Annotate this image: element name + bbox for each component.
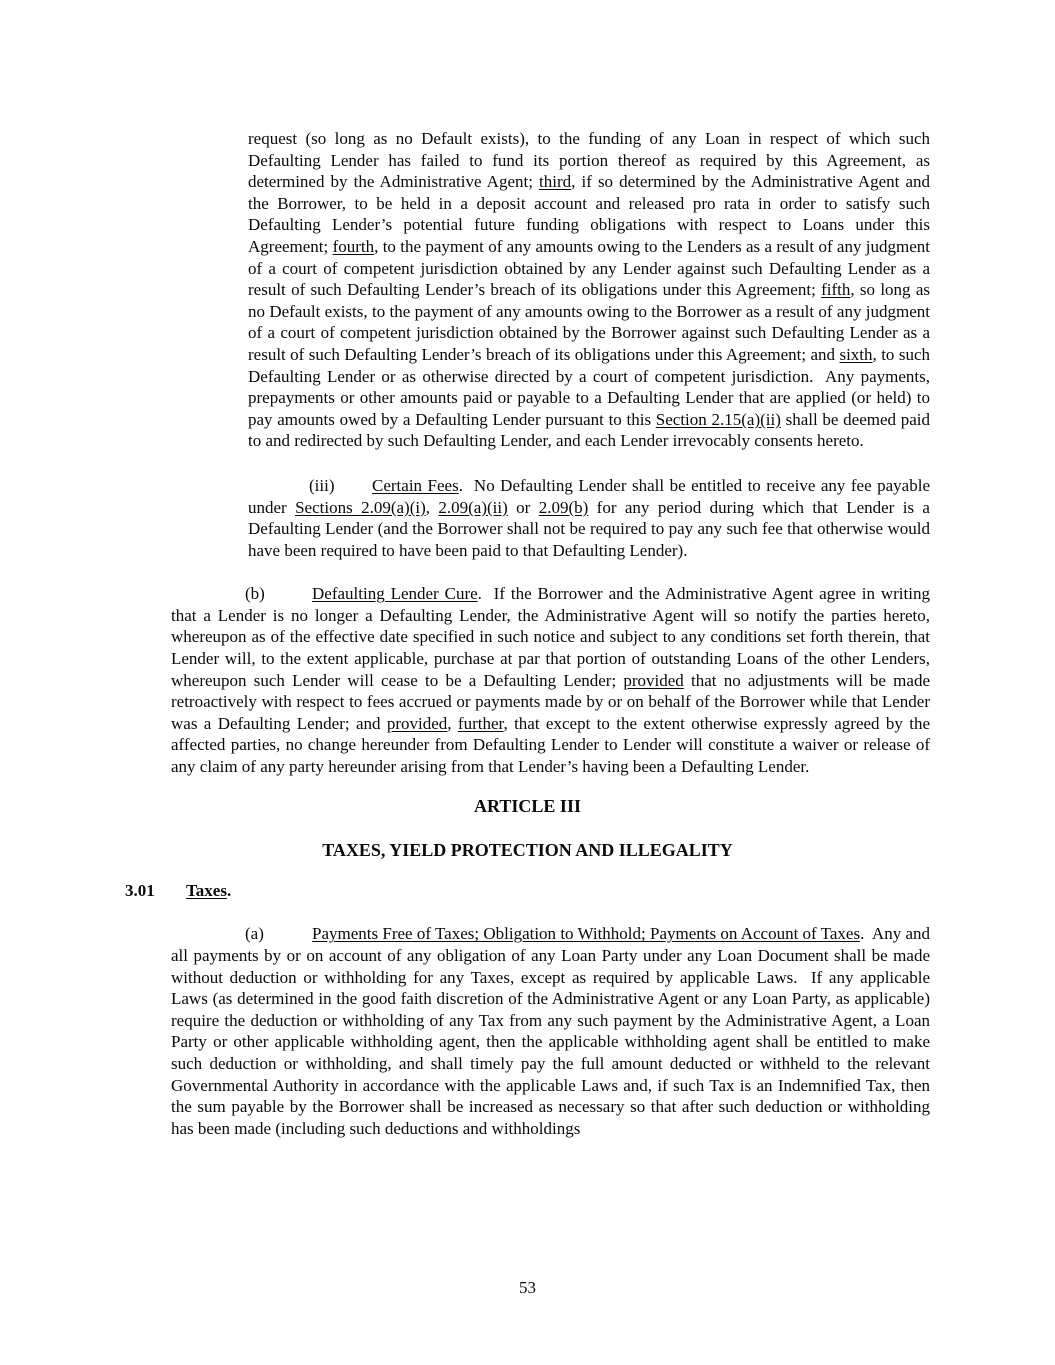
- document-body: [0, 128, 1055, 1139]
- article-subheading: TAXES, YIELD PROTECTION AND ILLEGALITY: [322, 840, 733, 861]
- para-continuation: request (so long as no Default exists), to the funding of any Loan in respect of which such Defaulting Lender has failed to fund its portion thereof as required by this Agreement, as determined by the Administrative Agent; third, if so determined by the Administrative Agent and the Borrower, to be held in a deposit account and released pro rata in order to satisfy such Defaulting Lender’s potential future funding obligations with respect to Loans under this Agreement; fourth, to the payment of any amounts owing to the Lenders as a result of any judgment of a court of competent jurisdiction obtained by any Lender against such Defaulting Lender as a result of such Defaulting Lender’s breach of its obligations under this Agreement; fifth, so long as no Default exists, to the payment of any amounts owing to the Borrower as a result of any judgment of a court of competent jurisdiction obtained by the Borrower against such Defaulting Lender as a result of such Defaulting Lender’s breach of its obligations under this Agreement; and sixth, to such Defaulting Lender or as otherwise directed by a court of competent jurisdiction. Any payments, prepayments or other amounts paid or payable to a Defaulting Lender that are applied (or held) to pay amounts owed by a Defaulting Lender pursuant to this Section 2.15(a)(ii) shall be deemed paid to and redirected by such Defaulting Lender, and each Lender irrevocably consents hereto.: [248, 129, 931, 451]
- para-payments-free-of-taxes: (a) Payments Free of Taxes; Obligation to Withhold; Payments on Account of Taxes. Any and all payments by or on account of any obligation of any Loan Party under any Loan Document shall be made without deduction or withholding for any Taxes, except as required by applicable Laws. If any applicable Laws (as determined in the good faith discretion of the Administrative Agent or any Loan Party, as applicable) require the deduction or withholding of any Tax from any such payment by the Administrative Agent, a Loan Party or other applicable withholding agent, then the applicable withholding agent shall be entitled to make such deduction or withholding, and shall timely pay the full amount deducted or withheld to the relevant Governmental Authority in accordance with the applicable Laws and, if such Tax is an Indemnified Tax, then the sum payable by the Borrower shall be increased as necessary so that after such deduction or withholding has been made (including such deductions and withholdings: [171, 924, 930, 1138]
- section-3-01-line: 3.01 Taxes.: [125, 880, 232, 900]
- para-certain-fees: (iii) Certain Fees. No Defaulting Lender shall be entitled to receive any fee payable under Sections 2.09(a)(i), 2.09(a)(ii) or 2.09(b) for any period during which that Lender is a Defaulting Lender (and the Borrower shall not be required to pay any such fee that otherwise would have been required to have been paid to that Defaulting Lender).: [248, 475, 930, 560]
- article-heading: ARTICLE III: [474, 795, 581, 816]
- page-number: 53: [519, 1278, 536, 1297]
- para-defaulting-lender-cure: (b) Defaulting Lender Cure. If the Borrower and the Administrative Agent agree in writing that a Lender is no longer a Defaulting Lender, the Administrative Agent will so notify the parties hereto, whereupon as of the effective date specified in such notice and subject to any conditions set forth therein, that Lender will, to the extent applicable, purchase at par that portion of outstanding Loans of the other Lenders, whereupon such Lender will cease to be a Defaulting Lender; provided that no adjustments will be made retroactively with respect to fees accrued or payments made by or on behalf of the Borrower while that Lender was a Defaulting Lender; and provided, further, that except to the extent otherwise expressly agreed by the affected parties, no change hereunder from Defaulting Lender to Lender will constitute a waiver or release of any claim of any party hereunder arising from that Lender’s having been a Defaulting Lender.: [171, 584, 931, 777]
